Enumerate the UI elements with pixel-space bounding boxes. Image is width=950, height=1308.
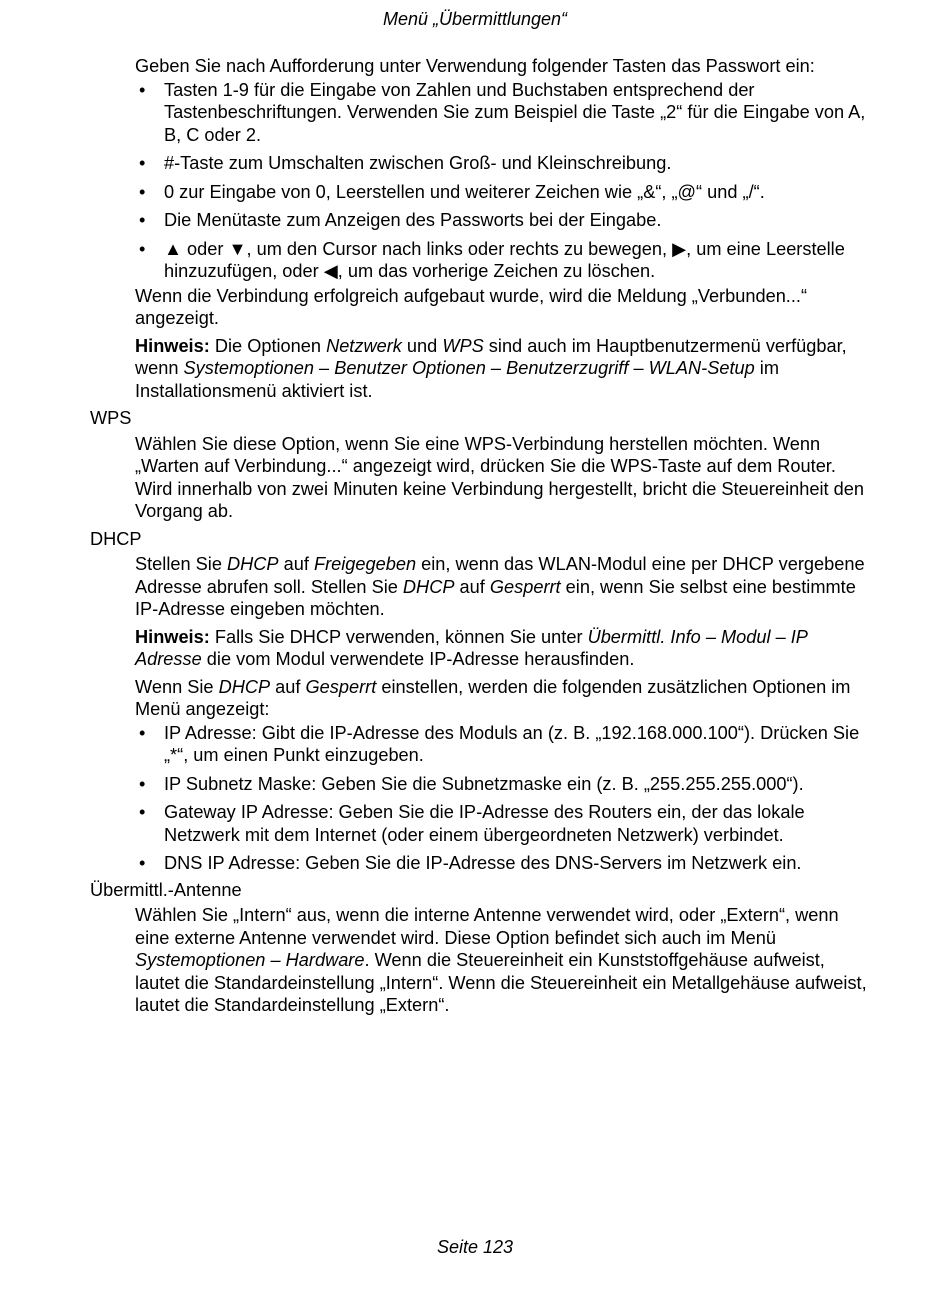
bullet-icon: • bbox=[139, 79, 146, 100]
page-content bbox=[90, 55, 870, 1017]
list-item: • IP Subnetz Maske: Geben Sie die Subnetzmaske ein (z. B. „255.255.255.000“). bbox=[139, 773, 804, 794]
bullet-icon: • bbox=[139, 853, 146, 873]
intro-text: Geben Sie nach Aufforderung unter Verwendung folgender Tasten das Passwort ein: bbox=[135, 56, 815, 76]
wps-text: Wählen Sie diese Option, wenn Sie eine WPS-Verbindung herstellen möchten. Wenn „Warten auf Verbindung...“ angezeigt wird, drücken Sie die WPS-Taste auf dem Router. Wird innerhalb von zwei Minuten keine Verbindung hergestellt, bricht die Steuereinheit den Vorgang ab. bbox=[135, 433, 864, 521]
page-footer: Seite 123 bbox=[436, 1237, 514, 1257]
list-item: • Gateway IP Adresse: Geben Sie die IP-Adresse des Routers ein, der das lokale Netzwerk mit dem Internet (oder einem übergeordneten Netzwerk) verbindet. bbox=[139, 802, 805, 845]
bullet-icon: • bbox=[139, 210, 146, 230]
list-item: • IP Adresse: Gibt die IP-Adresse des Moduls an (z. B. „192.168.000.100“). Drücken Sie „*“, um einen Punkt einzugeben. bbox=[139, 722, 860, 765]
list-item: • ▲ oder ▼, um den Cursor nach links oder rechts zu bewegen, ▶, um eine Leerstelle hinzuzufügen, oder ◀, um das vorherige Zeichen zu löschen. bbox=[139, 238, 845, 281]
dhcp-option-list bbox=[135, 722, 870, 875]
term-dhcp: DHCP bbox=[90, 528, 142, 549]
bullet-icon: • bbox=[139, 238, 146, 259]
key-list bbox=[135, 79, 870, 283]
note-network: Hinweis: Die Optionen Netzwerk und WPS sind auch im Hauptbenutzermenü verfügbar, wenn Systemoptionen – Benutzer Optionen – Benutzerzugriff – WLAN-Setup im Installationsmenü aktiviert ist. bbox=[135, 335, 847, 401]
list-item: • Die Menütaste zum Anzeigen des Passworts bei der Eingabe. bbox=[139, 210, 662, 230]
connected-text: Wenn die Verbindung erfolgreich aufgebaut wurde, wird die Meldung „Verbunden...“ angezeigt. bbox=[135, 285, 808, 328]
antenna-text: Wählen Sie „Intern“ aus, wenn die interne Antenne verwendet wird, oder „Extern“, wenn eine externe Antenne verwendet wird. Diese Option befindet sich auch im Menü Systemoptionen – Hardware. Wenn die Steuereinheit ein Kunststoffgehäuse aufweist, lautet die Standardeinstellung „Intern“. Wenn die Steuereinheit ein Metallgehäuse aufweist, lautet die Standardeinstellung „Extern“. bbox=[135, 905, 867, 1015]
list-item: • Tasten 1-9 für die Eingabe von Zahlen und Buchstaben entsprechend der Tastenbeschriftungen. Verwenden Sie zum Beispiel die Taste „2“ für die Eingabe von A, B, C oder 2. bbox=[139, 79, 866, 145]
bullet-icon: • bbox=[139, 153, 146, 173]
term-antenna: Übermittl.-Antenne bbox=[90, 879, 242, 900]
bullet-icon: • bbox=[139, 181, 146, 202]
bullet-icon: • bbox=[139, 773, 146, 794]
dhcp-text: Stellen Sie DHCP auf Freigegeben ein, wenn das WLAN-Modul eine per DHCP vergebene Adresse abrufen soll. Stellen Sie DHCP auf Gesperrt ein, wenn Sie selbst eine bestimmte IP-Adresse eingeben möchten. bbox=[135, 554, 865, 619]
list-item: • 0 zur Eingabe von 0, Leerstellen und weiterer Zeichen wie „&“, „@“ und „/“. bbox=[139, 181, 765, 202]
page-header: Menü „Übermittlungen“ bbox=[382, 9, 568, 29]
list-item: • DNS IP Adresse: Geben Sie die IP-Adresse des DNS-Servers im Netzwerk ein. bbox=[139, 853, 802, 873]
dhcp-options-text: Wenn Sie DHCP auf Gesperrt einstellen, werden die folgenden zusätzlichen Optionen im Menü angezeigt: bbox=[135, 676, 851, 719]
note-dhcp: Hinweis: Falls Sie DHCP verwenden, können Sie unter Übermittl. Info – Modul – IP Adresse die vom Modul verwendete IP-Adresse herausfinden. bbox=[135, 626, 808, 669]
term-wps: WPS bbox=[90, 408, 132, 428]
list-item: • #-Taste zum Umschalten zwischen Groß- und Kleinschreibung. bbox=[139, 153, 672, 173]
bullet-icon: • bbox=[139, 722, 146, 743]
bullet-icon: • bbox=[139, 802, 146, 822]
